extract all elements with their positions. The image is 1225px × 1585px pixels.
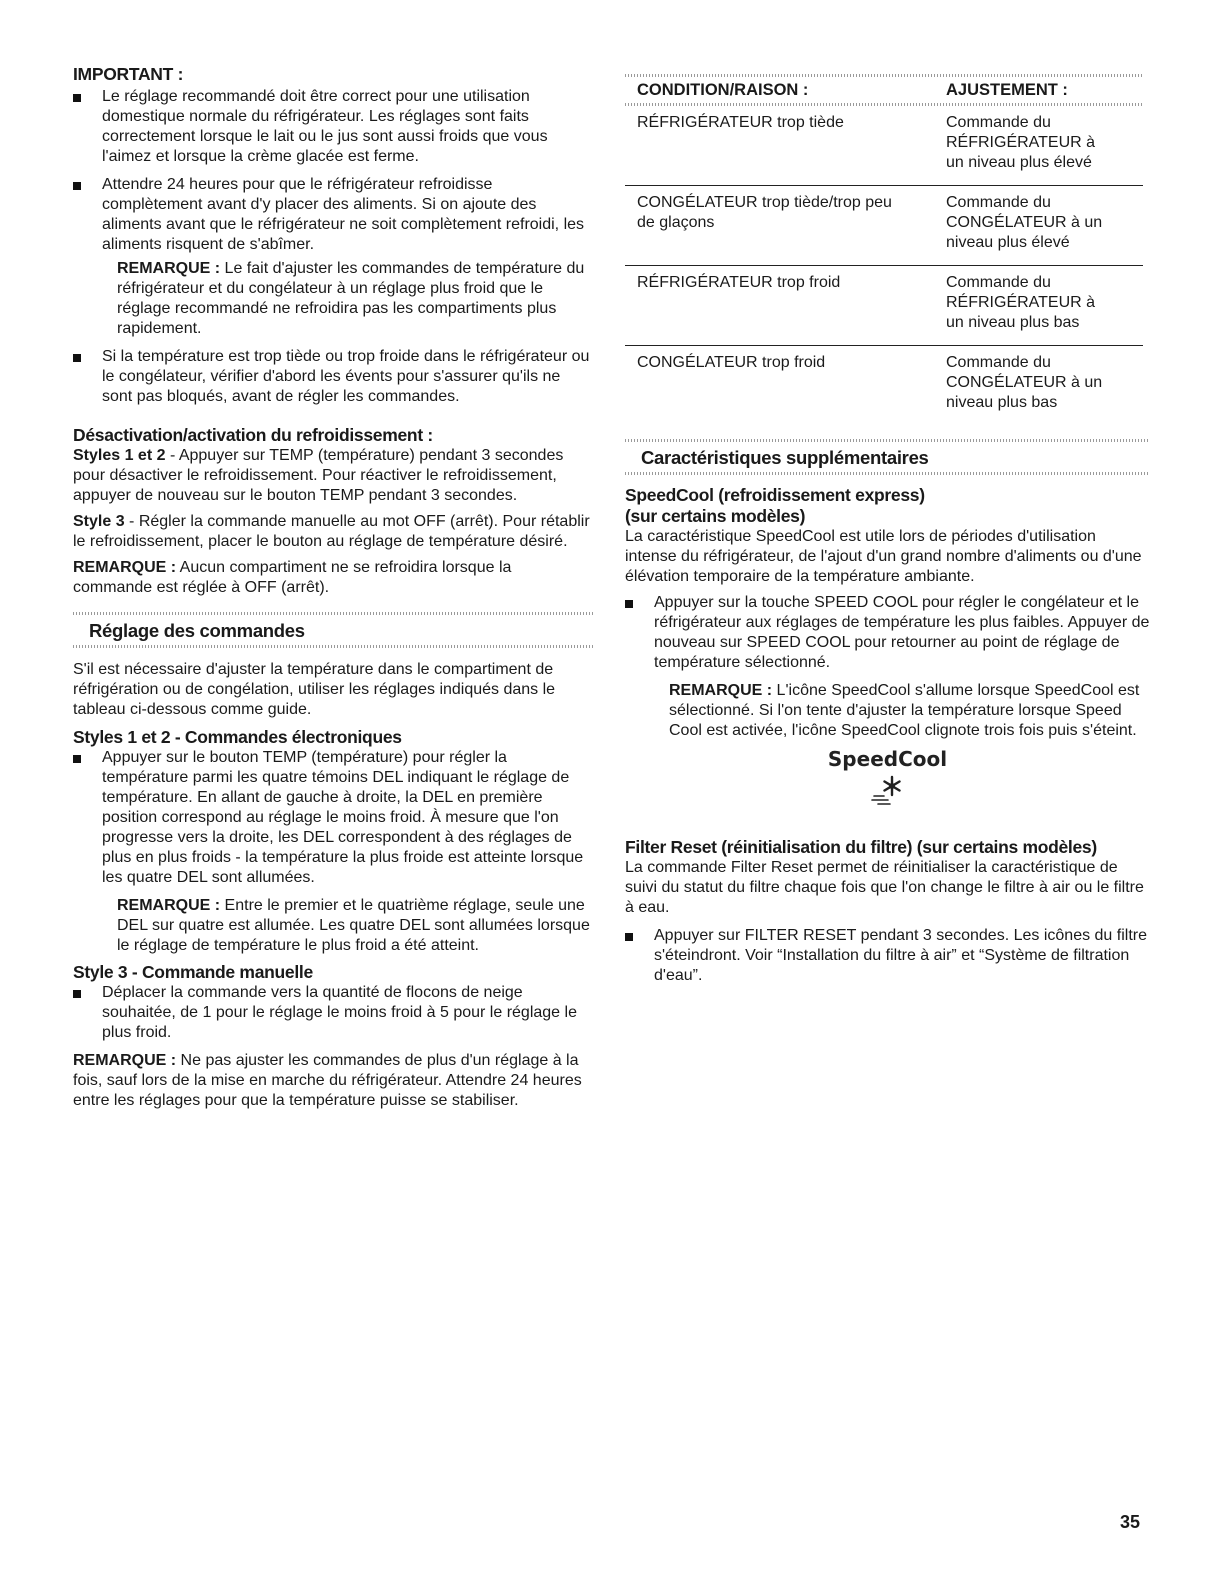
list-item: Appuyer sur la touche SPEED COOL pour régler le congélateur et le réfrigérateur aux réglages de température les plus faibles. Appuyer de nouveau sur SPEED COOL pour retourner au point de réglage de température sélectionné. xyxy=(625,593,1150,673)
filter-reset-intro: La commande Filter Reset permet de réinitialiser la caractéristique de suivi du statut du filtre chaque fois que l'on change le filtre à air ou le filtre à eau. xyxy=(625,859,1144,916)
page-number: 35 xyxy=(1120,1512,1141,1532)
final-note xyxy=(73,1051,593,1111)
table-header-row xyxy=(625,74,1143,106)
note-label: REMARQUE : xyxy=(117,260,221,277)
list-item-text: Attendre 24 heures pour que le réfrigérateur refroidisse complètement avant d'y placer des aliments. Si on ajoute des aliments avant que le réfrigérateur ne soit complètement refroidi, les aliments risquent de s'abîmer. xyxy=(102,176,585,253)
table-cell-condition: RÉFRIGÉRATEUR trop tiède xyxy=(625,106,934,186)
style3-heading: Style 3 - Commande manuelle xyxy=(73,962,313,982)
table-cell-condition: RÉFRIGÉRATEUR trop froid xyxy=(625,266,934,346)
snowflake-fan-icon xyxy=(868,773,908,811)
styles12-list xyxy=(73,748,593,888)
list-item: Si la température est trop tiède ou trop froide dans le réfrigérateur ou le congélateur, vérifier d'abord les évents pour s'assurer qu'ils ne sont pas bloqués, avant de régler les commandes. xyxy=(73,347,593,407)
speedcool-intro: La caractéristique SpeedCool est utile lors de périodes d'utilisation intense du réfrigérateur, de l'ajout d'un grand nombre d'aliments ou d'une élévation temporaire de la température ambiante. xyxy=(625,528,1142,585)
table-header-ajustement: AJUSTEMENT : xyxy=(934,74,1143,106)
list-item: Déplacer la commande vers la quantité de flocons de neige souhaitée, de 1 pour le réglage le moins froid à 5 pour le réglage le plus froid. xyxy=(73,983,593,1043)
table-row xyxy=(625,186,1143,266)
important-list-2 xyxy=(73,347,593,407)
list-item: Appuyer sur FILTER RESET pendant 3 secondes. Les icônes du filtre s'éteindront. Voir “Installation du filtre à air” et “Système de filtration d'eau”. xyxy=(625,926,1150,986)
note-label: REMARQUE : xyxy=(117,897,221,914)
note-text: Aucun compartiment ne se refroidira lorsque la commande est réglée à OFF (arrêt). xyxy=(73,559,512,596)
styles12-heading: Styles 1 et 2 - Commandes électroniques xyxy=(73,727,402,747)
note-text: Ne pas ajuster les commandes de plus d'un réglage à la fois, sauf lors de la mise en marche du réfrigérateur. Attendre 24 heures entre les réglages pour que la température puisse se stabiliser. xyxy=(73,1052,582,1109)
adjustment-table xyxy=(625,74,1143,425)
speedcool-heading-line1: SpeedCool (refroidissement express) xyxy=(625,485,925,505)
note-text: Le fait d'ajuster les commandes de température du réfrigérateur et du congélateur à un réglage plus froid que le réglage recommandé ne refroidira pas les compartiments plus rapidement. xyxy=(117,260,585,337)
list-item: Le réglage recommandé doit être correct pour une utilisation domestique normale du réfrigérateur. Les réglages sont faits correctement lorsque le lait ou le jus sont aussi froids que vous l'aimez et lorsque la crème glacée est ferme. xyxy=(73,87,593,167)
table-header-condition: CONDITION/RAISON : xyxy=(625,74,934,106)
note-label: REMARQUE : xyxy=(73,559,177,576)
deactivation-styles12 xyxy=(73,446,593,506)
paragraph-text: - Appuyer sur TEMP (température) pendant 3 secondes pour désactiver le refroidissement. Pour réactiver le refroidissement, appuyer de nouveau sur le bouton TEMP pendant 3 secondes. xyxy=(73,447,564,504)
important-note xyxy=(73,259,593,339)
important-list xyxy=(73,87,593,255)
section-banner-caracteristiques xyxy=(625,439,1150,475)
deactivation-style3 xyxy=(73,512,593,552)
speedcool-heading xyxy=(625,485,1150,527)
table-row xyxy=(625,346,1143,426)
style3-list xyxy=(73,983,593,1043)
note-text: L'icône SpeedCool s'allume lorsque SpeedCool est sélectionné. Si l'on tente d'ajuster la température lorsque Speed Cool est activée, l'icône SpeedCool clignote trois fois puis s'éteint. xyxy=(669,682,1140,739)
left-column xyxy=(73,64,593,1111)
table-cell-ajustement: Commande du RÉFRIGÉRATEUR à un niveau plus bas xyxy=(934,266,1143,346)
table-row xyxy=(625,266,1143,346)
speedcool-logo xyxy=(625,749,1150,817)
speedcool-logo-text: SpeedCool xyxy=(827,747,948,771)
note-text: Entre le premier et le quatrième réglage, seule une DEL sur quatre est allumée. Les quatre DEL sont allumées lorsque le réglage de température le plus froid a été atteint. xyxy=(117,897,590,954)
important-heading: IMPORTANT : xyxy=(73,64,184,84)
deactivation-note xyxy=(73,558,593,598)
banner-title: Réglage des commandes xyxy=(89,620,305,641)
filter-reset-list xyxy=(625,926,1150,986)
styles12-note xyxy=(73,896,593,956)
note-label: REMARQUE : xyxy=(73,1052,177,1069)
paragraph-label: Styles 1 et 2 xyxy=(73,447,166,464)
table-row xyxy=(625,106,1143,186)
speedcool-heading-line2: (sur certains modèles) xyxy=(625,506,806,526)
table-cell-ajustement: Commande du CONGÉLATEUR à un niveau plus élevé xyxy=(934,186,1143,266)
table-cell-condition: CONGÉLATEUR trop tiède/trop peu de glaçons xyxy=(625,186,934,266)
speedcool-list xyxy=(625,593,1150,673)
note-label: REMARQUE : xyxy=(669,682,773,699)
table-cell-condition: CONGÉLATEUR trop froid xyxy=(637,354,826,371)
banner-title: Caractéristiques supplémentaires xyxy=(641,447,929,468)
deactivation-heading: Désactivation/activation du refroidissement : xyxy=(73,425,433,445)
filter-reset-heading: Filter Reset (réinitialisation du filtre) (sur certains modèles) xyxy=(625,837,1097,857)
speedcool-note xyxy=(625,681,1150,741)
list-item xyxy=(73,175,593,255)
paragraph-text: - Régler la commande manuelle au mot OFF (arrêt). Pour rétablir le refroidissement, placer le bouton au réglage de température désiré. xyxy=(73,513,590,550)
paragraph-label: Style 3 xyxy=(73,513,125,530)
list-item: Appuyer sur le bouton TEMP (température) pour régler la température parmi les quatre témoins DEL indiquant le réglage de température. En allant de gauche à droite, la DEL en première position correspond au réglage le moins froid. À mesure que l'on progresse vers la droite, les DEL correspondent à des réglages de plus en plus froids - la température la plus froide est atteinte lorsque les quatre DEL sont allumées. xyxy=(73,748,593,888)
section-banner-reglage xyxy=(73,612,593,648)
table-cell-ajustement: Commande du CONGÉLATEUR à un niveau plus bas xyxy=(946,354,1103,411)
reglage-intro: S'il est nécessaire d'ajuster la température dans le compartiment de réfrigération ou de congélation, utiliser les réglages indiqués dans le tableau ci-dessous comme guide. xyxy=(73,661,556,718)
right-column xyxy=(625,74,1150,994)
table-cell-ajustement: Commande du RÉFRIGÉRATEUR à un niveau plus élevé xyxy=(934,106,1143,186)
